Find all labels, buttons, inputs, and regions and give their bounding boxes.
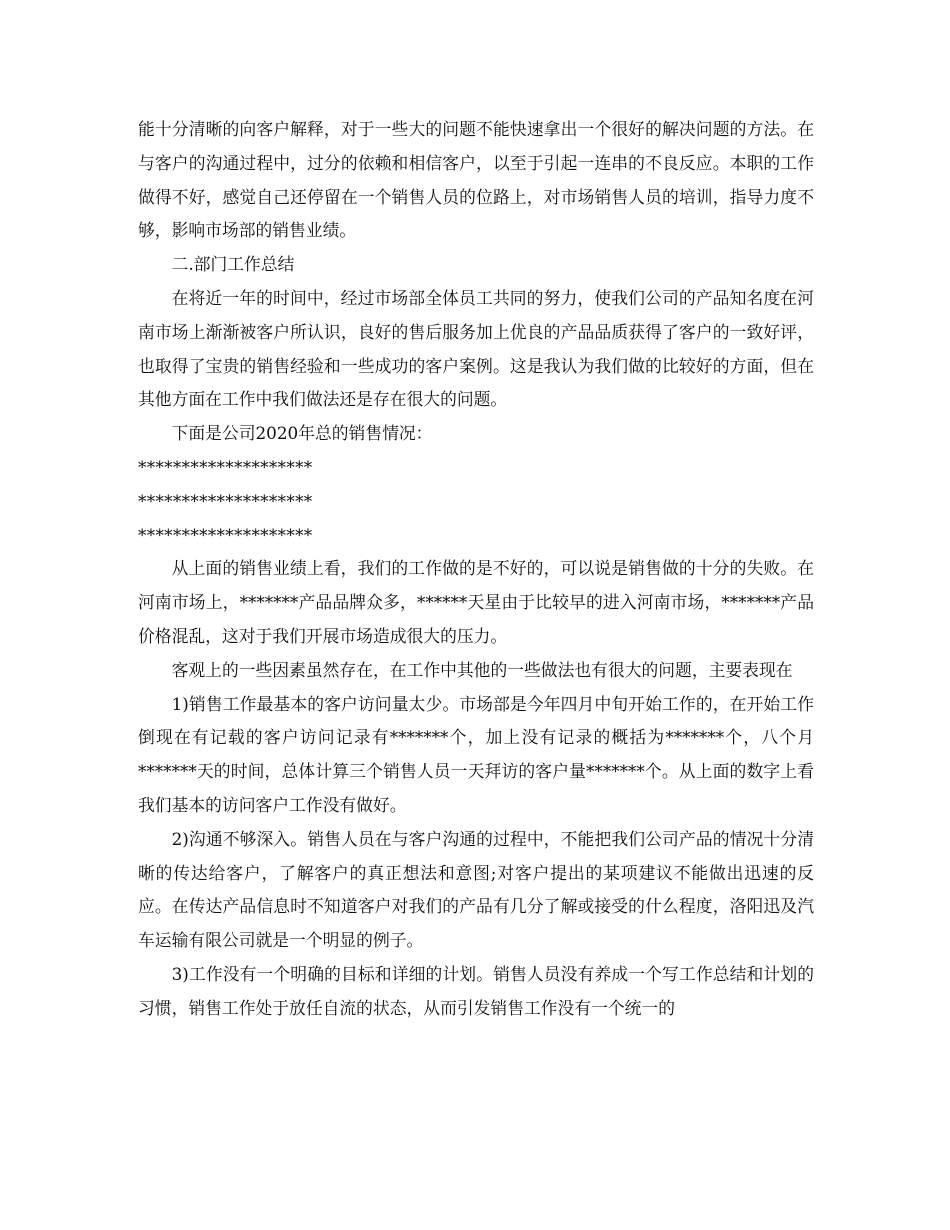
paragraph-objective-factors: 客观上的一些因素虽然存在，在工作中其他的一些做法也有很大的问题，主要表现在: [171, 659, 793, 680]
masked-line-2: ********************: [138, 490, 313, 511]
masked-line-1: ********************: [138, 456, 313, 477]
masked-line-3: ********************: [138, 524, 313, 545]
paragraph-continuation: 能十分清晰的向客户解释，对于一些大的问题不能快速拿出一个很好的解决问题的方法。在与客户的沟通过程中，过分的依赖和相信客户，以至于引起一连串的不良反应。本职的工作做得不好，感觉自己还停留在一个销售人员的位路上，对市场销售人员的培训，指导力度不够，影响市场部的销售业绩。: [138, 119, 814, 241]
section-heading-department-summary: 二.部门工作总结: [171, 254, 295, 275]
paragraph-intro: 在将近一年的时间中，经过市场部全体员工共同的努力，使我们公司的产品知名度在河南市场上渐渐被客户所认识，良好的售后服务加上优良的产品品质获得了客户的一致好评，也取得了宝贵的销售经验和一些成功的客户案例。这是我认为我们做的比较好的方面，但在其他方面在工作中我们做法还是存在很大的问题。: [138, 287, 814, 410]
paragraph-performance: 从上面的销售业绩上看，我们的工作做的是不好的，可以说是销售做的十分的失败。在河南市场上，*******产品品牌众多，******天星由于比较早的进入河南市场，*******产品价格混乱，这对于我们开展市场造成很大的压力。: [138, 558, 814, 646]
document-body: [138, 113, 814, 1026]
paragraph-point-3: 3)工作没有一个明确的目标和详细的计划。销售人员没有养成一个写工作总结和计划的习惯，销售工作处于放任自流的状态，从而引发销售工作没有一个统一的: [138, 963, 814, 1018]
paragraph-sales-lead: 下面是公司2020年总的销售情况：: [171, 423, 433, 444]
paragraph-point-2: 2)沟通不够深入。销售人员在与客户沟通的过程中，不能把我们公司产品的情况十分清晰的传达给客户，了解客户的真正想法和意图;对客户提出的某项建议不能做出迅速的反应。在传达产品信息时不知道客户对我们的产品有几分了解或接受的什么程度，洛阳迅及汽车运输有限公司就是一个明显的例子。: [138, 828, 814, 951]
paragraph-point-1: 1)销售工作最基本的客户访问量太少。市场部是今年四月中旬开始工作的，在开始工作倒现在有记载的客户访问记录有*******个，加上没有记录的概括为*******个，八个月*******天的时间，总体计算三个销售人员一天拜访的客户量*******个。从上面的数字上看我们基本的访问客户工作没有做好。: [138, 693, 814, 815]
